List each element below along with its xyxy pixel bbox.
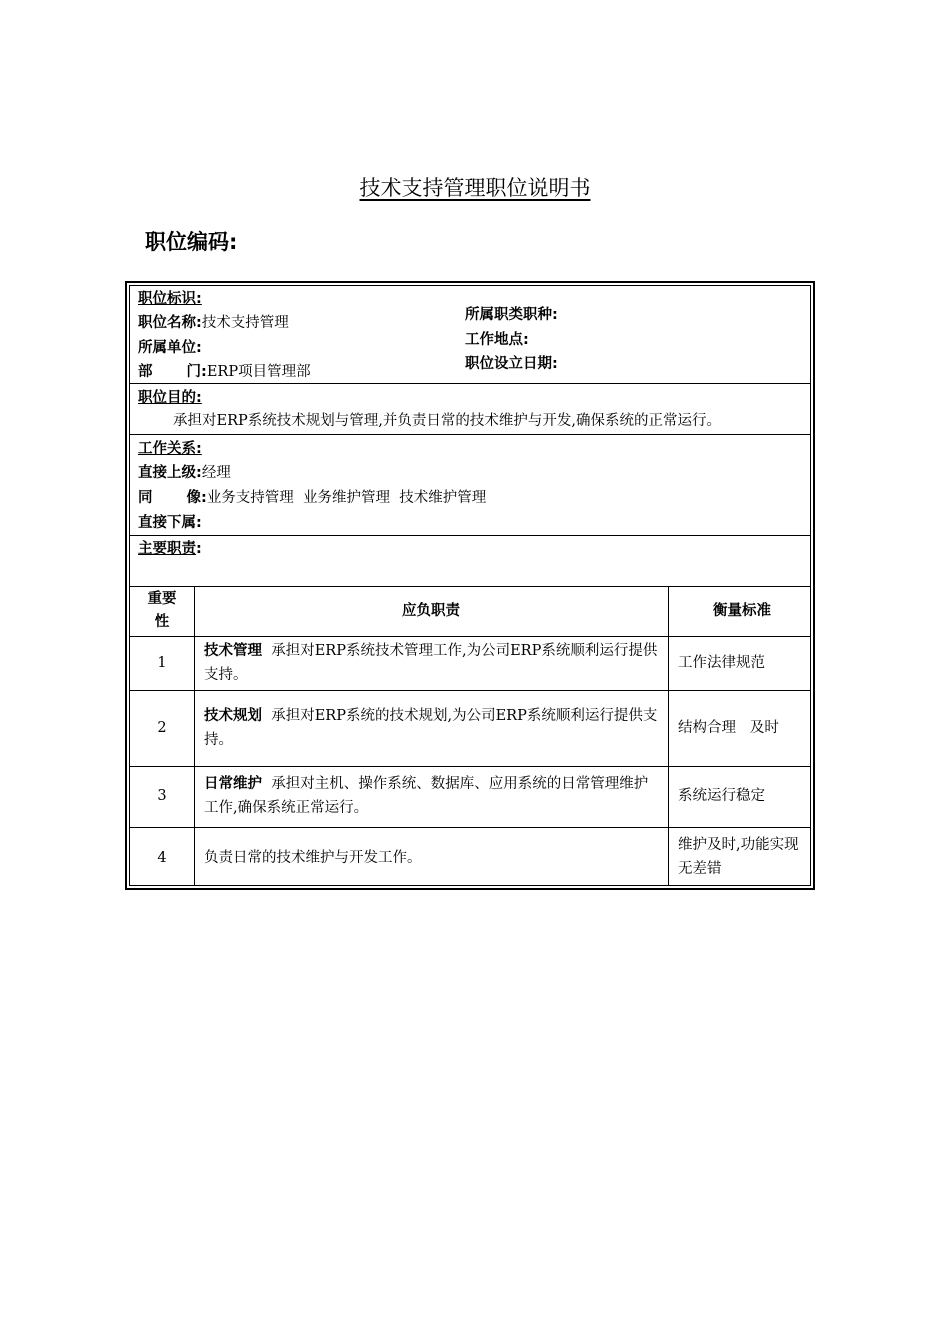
- row-1-duty-title: 技术管理: [204, 643, 262, 659]
- superior-row: [138, 463, 231, 483]
- superior-label: 直接上级:: [138, 465, 202, 481]
- standard-header: 衡量标准: [713, 603, 771, 619]
- peer-value: 业务支持管理 业务维护管理 技术维护管理: [206, 490, 487, 506]
- unit-label: 所属单位:: [138, 340, 202, 356]
- divider: [130, 827, 810, 828]
- purpose-text: 承担对ERP系统技术规划与管理,并负责日常的技术维护与开发,确保系统的正常运行。: [173, 413, 721, 429]
- importance-header: [130, 588, 194, 634]
- column-divider: [668, 586, 669, 885]
- divider: [130, 434, 810, 435]
- column-divider: [194, 586, 195, 885]
- position-name-label: 职位名称:: [138, 315, 202, 331]
- row-1-duty: [204, 639, 662, 687]
- row-3-duty: [204, 772, 662, 820]
- divider: [130, 690, 810, 691]
- divider: [130, 766, 810, 767]
- divider: [130, 535, 810, 536]
- document-title: 技术支持管理职位说明书: [359, 176, 591, 200]
- department-value: ERP项目管理部: [206, 364, 311, 380]
- relations-section-label: 工作关系:: [138, 441, 202, 457]
- position-name-row: [138, 313, 289, 333]
- duty-header: 应负职责: [402, 603, 460, 619]
- subordinate-label: 直接下属:: [138, 515, 202, 531]
- identity-section-label: 职位标识:: [138, 291, 202, 307]
- peer-row: [138, 488, 486, 508]
- department-row: [138, 362, 311, 382]
- peer-label-b: 像:: [186, 490, 207, 506]
- row-4-duty-text: 负责日常的技术维护与开发工作。: [204, 850, 422, 866]
- importance-header-a: 重要: [147, 591, 177, 607]
- establish-date-label: 职位设立日期:: [465, 356, 558, 372]
- row-2-number: 2: [157, 720, 167, 736]
- row-2-standard: 结构合理 及时: [678, 720, 779, 736]
- row-3-duty-text: 承担对主机、操作系统、数据库、应用系统的日常管理维护工作,确保系统正常运行。: [204, 776, 649, 816]
- duties-section-label: 主要职责: [138, 541, 196, 557]
- importance-header-b: 性: [154, 614, 170, 630]
- row-4-number: 4: [157, 850, 167, 866]
- divider: [130, 636, 810, 637]
- row-2-duty: [204, 704, 662, 752]
- row-3-duty-title: 日常维护: [204, 776, 262, 792]
- purpose-section-label: 职位目的:: [138, 390, 202, 406]
- job-description-table: [125, 281, 815, 890]
- row-3-standard: 系统运行稳定: [678, 788, 765, 804]
- row-1-number: 1: [157, 655, 167, 671]
- job-category-label: 所属职类职种:: [465, 307, 558, 323]
- superior-value: 经理: [201, 465, 231, 481]
- row-1-duty-text: 承担对ERP系统技术管理工作,为公司ERP系统顺利运行提供支持。: [204, 643, 658, 683]
- duties-section-row: [138, 539, 202, 559]
- table-inner-border: [129, 285, 811, 886]
- divider: [130, 586, 810, 587]
- divider: [130, 383, 810, 384]
- row-2-duty-title: 技术规划: [204, 708, 262, 724]
- position-code-label: 职位编码:: [145, 230, 238, 254]
- peer-label-a: 同: [138, 490, 153, 506]
- row-2-duty-text: 承担对ERP系统的技术规划,为公司ERP系统顺利运行提供支持。: [204, 708, 658, 748]
- work-location-label: 工作地点:: [465, 332, 529, 348]
- department-label-a: 部: [138, 364, 153, 380]
- row-4-standard: 维护及时,功能实现无差错: [678, 837, 799, 877]
- position-name-value: 技术支持管理: [201, 315, 289, 331]
- duties-section-colon: :: [196, 541, 202, 557]
- row-1-standard: 工作法律规范: [678, 655, 765, 671]
- department-label-b: 门:: [186, 364, 207, 380]
- row-3-number: 3: [157, 788, 167, 804]
